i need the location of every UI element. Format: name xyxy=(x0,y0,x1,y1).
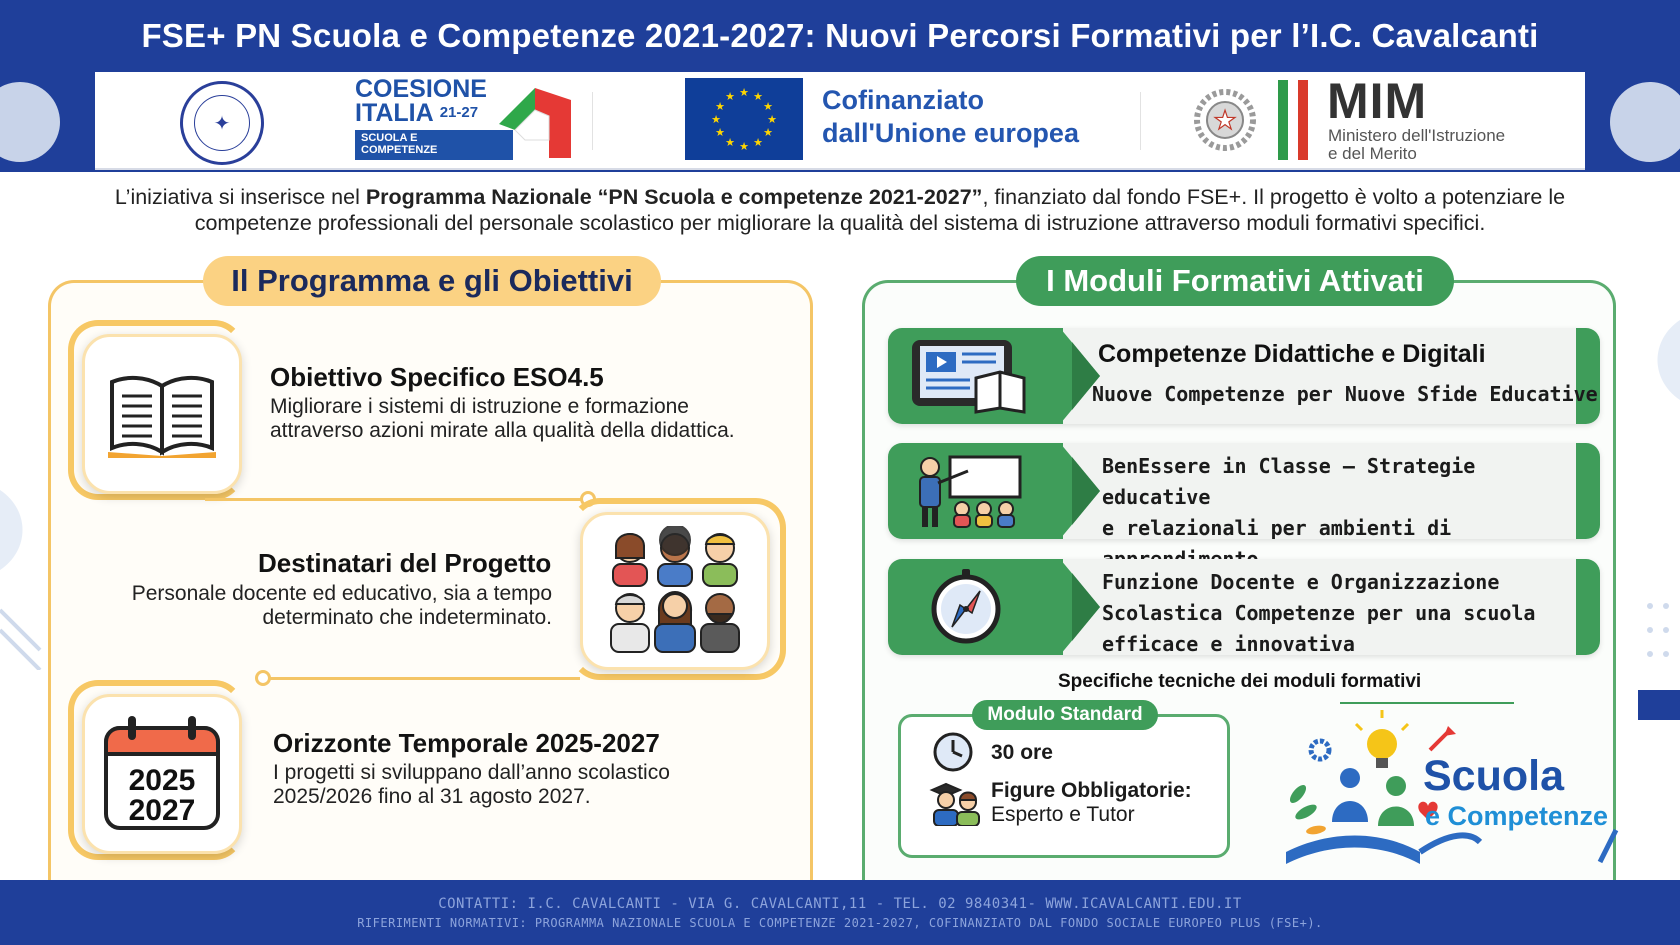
objective-text: Migliorare i sistemi di istruzione e formazione attraverso azioni mirate alla qualità della didattica. xyxy=(270,395,735,442)
brand-word-scuola: Scuola xyxy=(1423,752,1564,800)
decor-circle-left xyxy=(0,82,60,162)
module-wellbeing-text: BenEssere in Classe – Strategie educative e relazionali per ambienti di xyxy=(1102,454,1476,540)
specs-figures-text: Esperto e Tutor xyxy=(991,803,1135,826)
specs-module-label: Modulo Standard xyxy=(972,700,1158,730)
expert-tutor-icon xyxy=(928,780,982,826)
intro-paragraph: L’iniziativa si inserisce nel Programma Nazionale “PN Scuola e competenze 2021-2027”, finanziato dal fondo FSE+. Il progetto è volto a potenziare le competenze professionali del personale scolastico per migliorare la qualità del sistema di istruzione attraverso moduli formativi specifici. xyxy=(114,185,1566,235)
clock-icon xyxy=(932,731,974,773)
svg-text:★: ★ xyxy=(711,113,721,126)
svg-text:★: ★ xyxy=(725,136,735,149)
footer-contacts: CONTATTI: I.C. CAVALCANTI - VIA G. CAVALCANTI,11 - TEL. 02 9840341- WWW.ICAVALCANTI.EDU.IT xyxy=(438,895,1242,912)
logo-divider xyxy=(1140,92,1141,150)
svg-text:★: ★ xyxy=(753,90,763,103)
logo-band xyxy=(0,72,1680,172)
coesione-italia-logo xyxy=(355,76,575,166)
mim-logo-title: MIM xyxy=(1327,73,1428,129)
footer-references: RIFERIMENTI NORMATIVI: PROGRAMMA NAZIONALE SCUOLA E COMPETENZE 2021-2027, COFINANZIATO DAL FONDO SOCIALE EUROPEO PLUS (FSE+). xyxy=(357,915,1323,930)
logo-divider xyxy=(592,92,593,150)
page-title: FSE+ PN Scuola e Competenze 2021-2027: Nuovi Percorsi Formativi per l’I.C. Cavalcanti xyxy=(141,17,1539,54)
italian-republic-emblem-icon xyxy=(1190,80,1260,160)
svg-text:★: ★ xyxy=(739,86,749,99)
calendar-year-start: 2025 xyxy=(128,764,196,797)
svg-text:★: ★ xyxy=(715,126,725,139)
people-group-icon xyxy=(605,526,745,656)
decor-left-wave xyxy=(0,470,46,670)
coesione-line2: ITALIA $^{21-27}$ xyxy=(355,99,479,127)
svg-text:★: ★ xyxy=(767,113,777,126)
module-digital-subtitle: Nuove Competenze per Nuove Sfide Educative xyxy=(1092,382,1598,406)
coesione-box-line1: SCUOLA E xyxy=(361,132,418,144)
coesione-years: 21-27 xyxy=(439,104,479,121)
page-footer xyxy=(0,880,1680,945)
school-seal-logo xyxy=(180,81,264,165)
brand-word-competenze: e Competenze xyxy=(1425,801,1609,831)
svg-text:★: ★ xyxy=(763,126,773,139)
teacher-class-icon xyxy=(910,453,1030,529)
objective-icon-card xyxy=(82,334,242,494)
coesione-house-icon xyxy=(495,80,573,160)
timeline-icon-card xyxy=(82,694,242,854)
recipients-title: Destinatari del Progetto xyxy=(258,548,552,578)
specs-title: Specifiche tecniche dei moduli formativi xyxy=(1058,671,1422,692)
calendar-icon xyxy=(100,714,224,834)
module-digital-title: Competenze Didattiche e Digitali xyxy=(1098,340,1486,368)
decor-circle-right xyxy=(1610,82,1680,162)
compass-icon xyxy=(910,569,1030,645)
svg-text:★: ★ xyxy=(715,100,725,113)
module-card-digital xyxy=(888,328,1600,424)
coesione-line1: COESIONE xyxy=(355,75,487,103)
svg-text:★: ★ xyxy=(763,100,773,113)
mim-logo-subtitle: Ministero dell'Istruzione e del Merito xyxy=(1328,126,1506,163)
timeline-title: Orizzonte Temporale 2025-2027 xyxy=(273,728,660,758)
page-header xyxy=(0,0,1680,72)
connector-dot xyxy=(255,670,271,686)
timeline-text: I progetti si sviluppano dall’anno scolastico 2025/2026 fino al 31 agosto 2027. xyxy=(273,761,670,808)
eu-cofinanced-text: Cofinanziato dall'Unione europea xyxy=(822,85,1079,148)
connector-line xyxy=(270,677,580,680)
decor-right-pattern xyxy=(1630,300,1680,720)
objective-title: Obiettivo Specifico ESO4.5 xyxy=(270,362,604,392)
eu-flag-icon xyxy=(685,78,803,160)
recipients-icon-card xyxy=(580,512,770,670)
svg-text:★: ★ xyxy=(753,136,763,149)
tablet-book-icon xyxy=(910,338,1030,414)
logo-strip xyxy=(95,72,1585,170)
svg-text:★: ★ xyxy=(1213,106,1237,136)
coesione-box xyxy=(355,130,513,160)
open-book-icon xyxy=(106,368,218,460)
intro-program-name: Programma Nazionale “PN Scuola e competenze 2021-2027” xyxy=(365,185,983,209)
connector-line xyxy=(205,498,583,501)
svg-text:★: ★ xyxy=(739,140,749,153)
module-organization-text: Funzione Docente e Organizzazione Scolastica Competenze per una scuola efficace e innovativa xyxy=(1102,570,1536,656)
recipients-text: Personale docente ed educativo, sia a tempo determinato che indeterminato. xyxy=(131,582,552,629)
specs-hours: 30 ore xyxy=(991,741,1053,764)
italian-flag-icon xyxy=(1278,80,1308,160)
coesione-box-line2: COMPETENZE xyxy=(361,144,438,156)
school-emblem-icon: ✦ xyxy=(194,95,250,151)
module-card-organization xyxy=(888,559,1600,655)
program-objectives-heading: Il Programma e gli Obiettivi xyxy=(203,256,661,306)
specs-figures-title: Figure Obbligatorie: xyxy=(991,779,1192,802)
module-card-wellbeing xyxy=(888,443,1600,539)
calendar-year-end: 2027 xyxy=(128,794,196,827)
svg-text:★: ★ xyxy=(725,90,735,103)
training-modules-heading: I Moduli Formativi Attivati xyxy=(1016,256,1454,306)
